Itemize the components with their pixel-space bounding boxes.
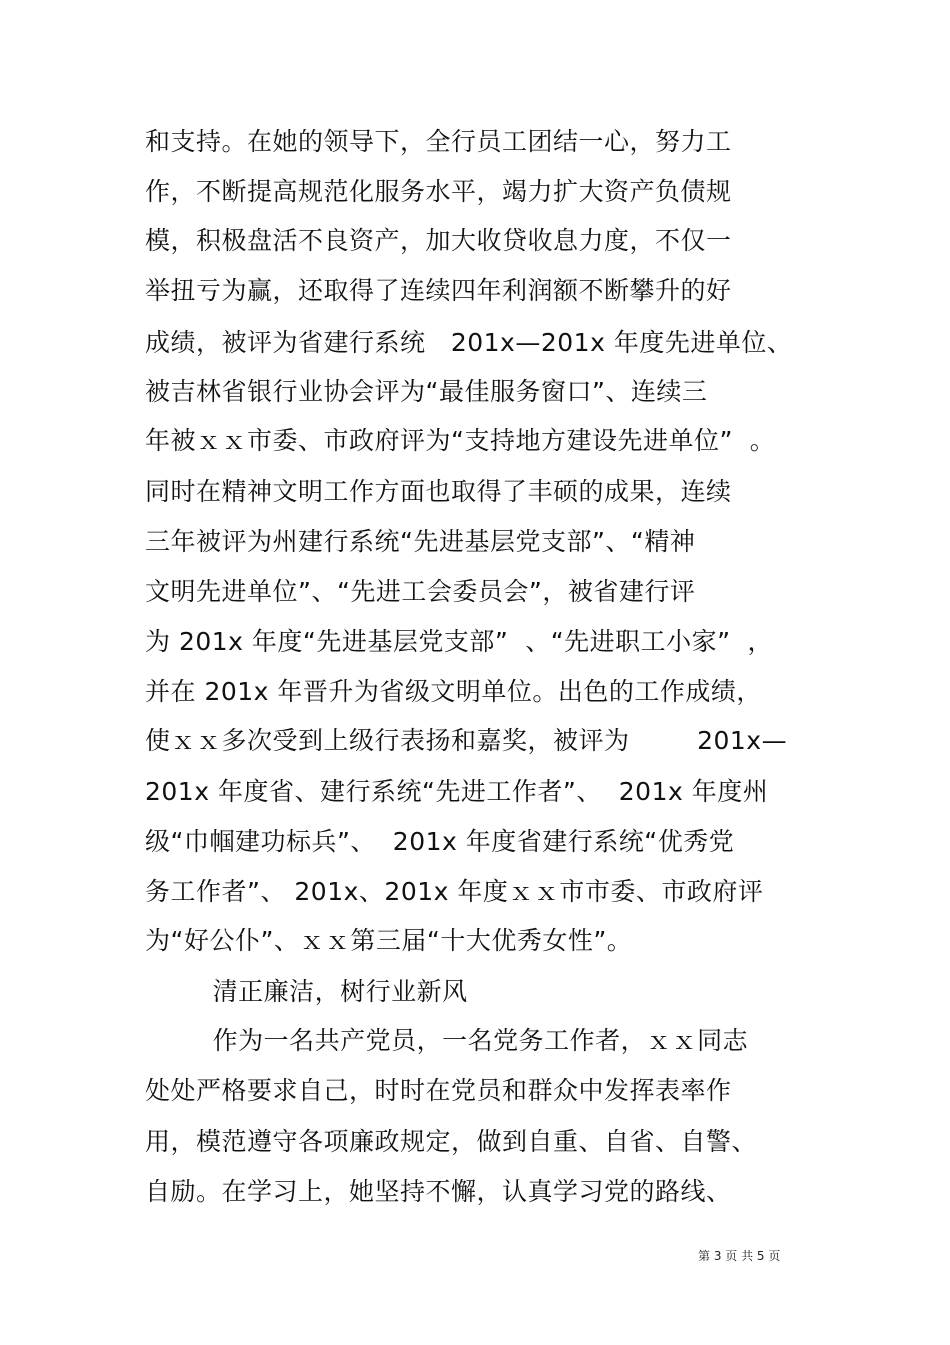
text-line: 成绩，被评为省建行系统 201x—201x 年度先进单位、 [145, 328, 793, 357]
text-line: 处处严格要求自己，时时在党员和群众中发挥表率作 [145, 1076, 732, 1105]
text-line: 模，积极盘活不良资产，加大收贷收息力度，不仅一 [145, 226, 732, 255]
text-line: 同时在精神文明工作方面也取得了丰硕的成果，连续 [145, 477, 732, 506]
text-line: 级“巾帼建功标兵”、 201x 年度省建行系统“优秀党 [145, 827, 735, 856]
text-line: 务工作者”、 201x、201x 年度ｘｘ市市委、市政府评 [145, 877, 764, 906]
text-line: 作为一名共产党员，一名党务工作者，ｘｘ同志 [145, 1026, 749, 1055]
text-line: 文明先进单位”、“先进工会委员会”，被省建行评 [145, 577, 696, 606]
text-line: 自励。在学习上，她坚持不懈，认真学习党的路线、 [145, 1177, 732, 1206]
text-line: 三年被评为州建行系统“先进基层党支部”、“精神 [145, 527, 696, 556]
text-line: 使ｘｘ多次受到上级行表扬和嘉奖，被评为 201x— [145, 726, 788, 755]
section-heading: 清正廉洁，树行业新风 [145, 977, 468, 1006]
text-line: 为 201x 年度“先进基层党支部” 、“先进职工小家” ， [145, 627, 774, 656]
text-line: 作，不断提高规范化服务水平，竭力扩大资产负债规 [145, 177, 732, 206]
text-line: 举扭亏为赢，还取得了连续四年利润额不断攀升的好 [145, 276, 732, 305]
text-line: 201x 年度省、建行系统“先进工作者”、 201x 年度州 [145, 777, 769, 806]
text-line: 用，模范遵守各项廉政规定，做到自重、自省、自警、 [145, 1127, 758, 1156]
text-line: 并在 201x 年晋升为省级文明单位。出色的工作成绩， [145, 677, 762, 706]
text-line: 被吉林省银行业协会评为“最佳服务窗口”、连续三 [145, 377, 708, 406]
text-line: 年被ｘｘ市委、市政府评为“支持地方建设先进单位” 。 [145, 426, 776, 455]
text-line: 为“好公仆”、ｘｘ第三届“十大优秀女性”。 [145, 926, 633, 955]
text-line: 和支持。在她的领导下，全行员工团结一心，努力工 [145, 127, 732, 156]
page-number: 第 3 页 共 5 页 [698, 1249, 781, 1263]
